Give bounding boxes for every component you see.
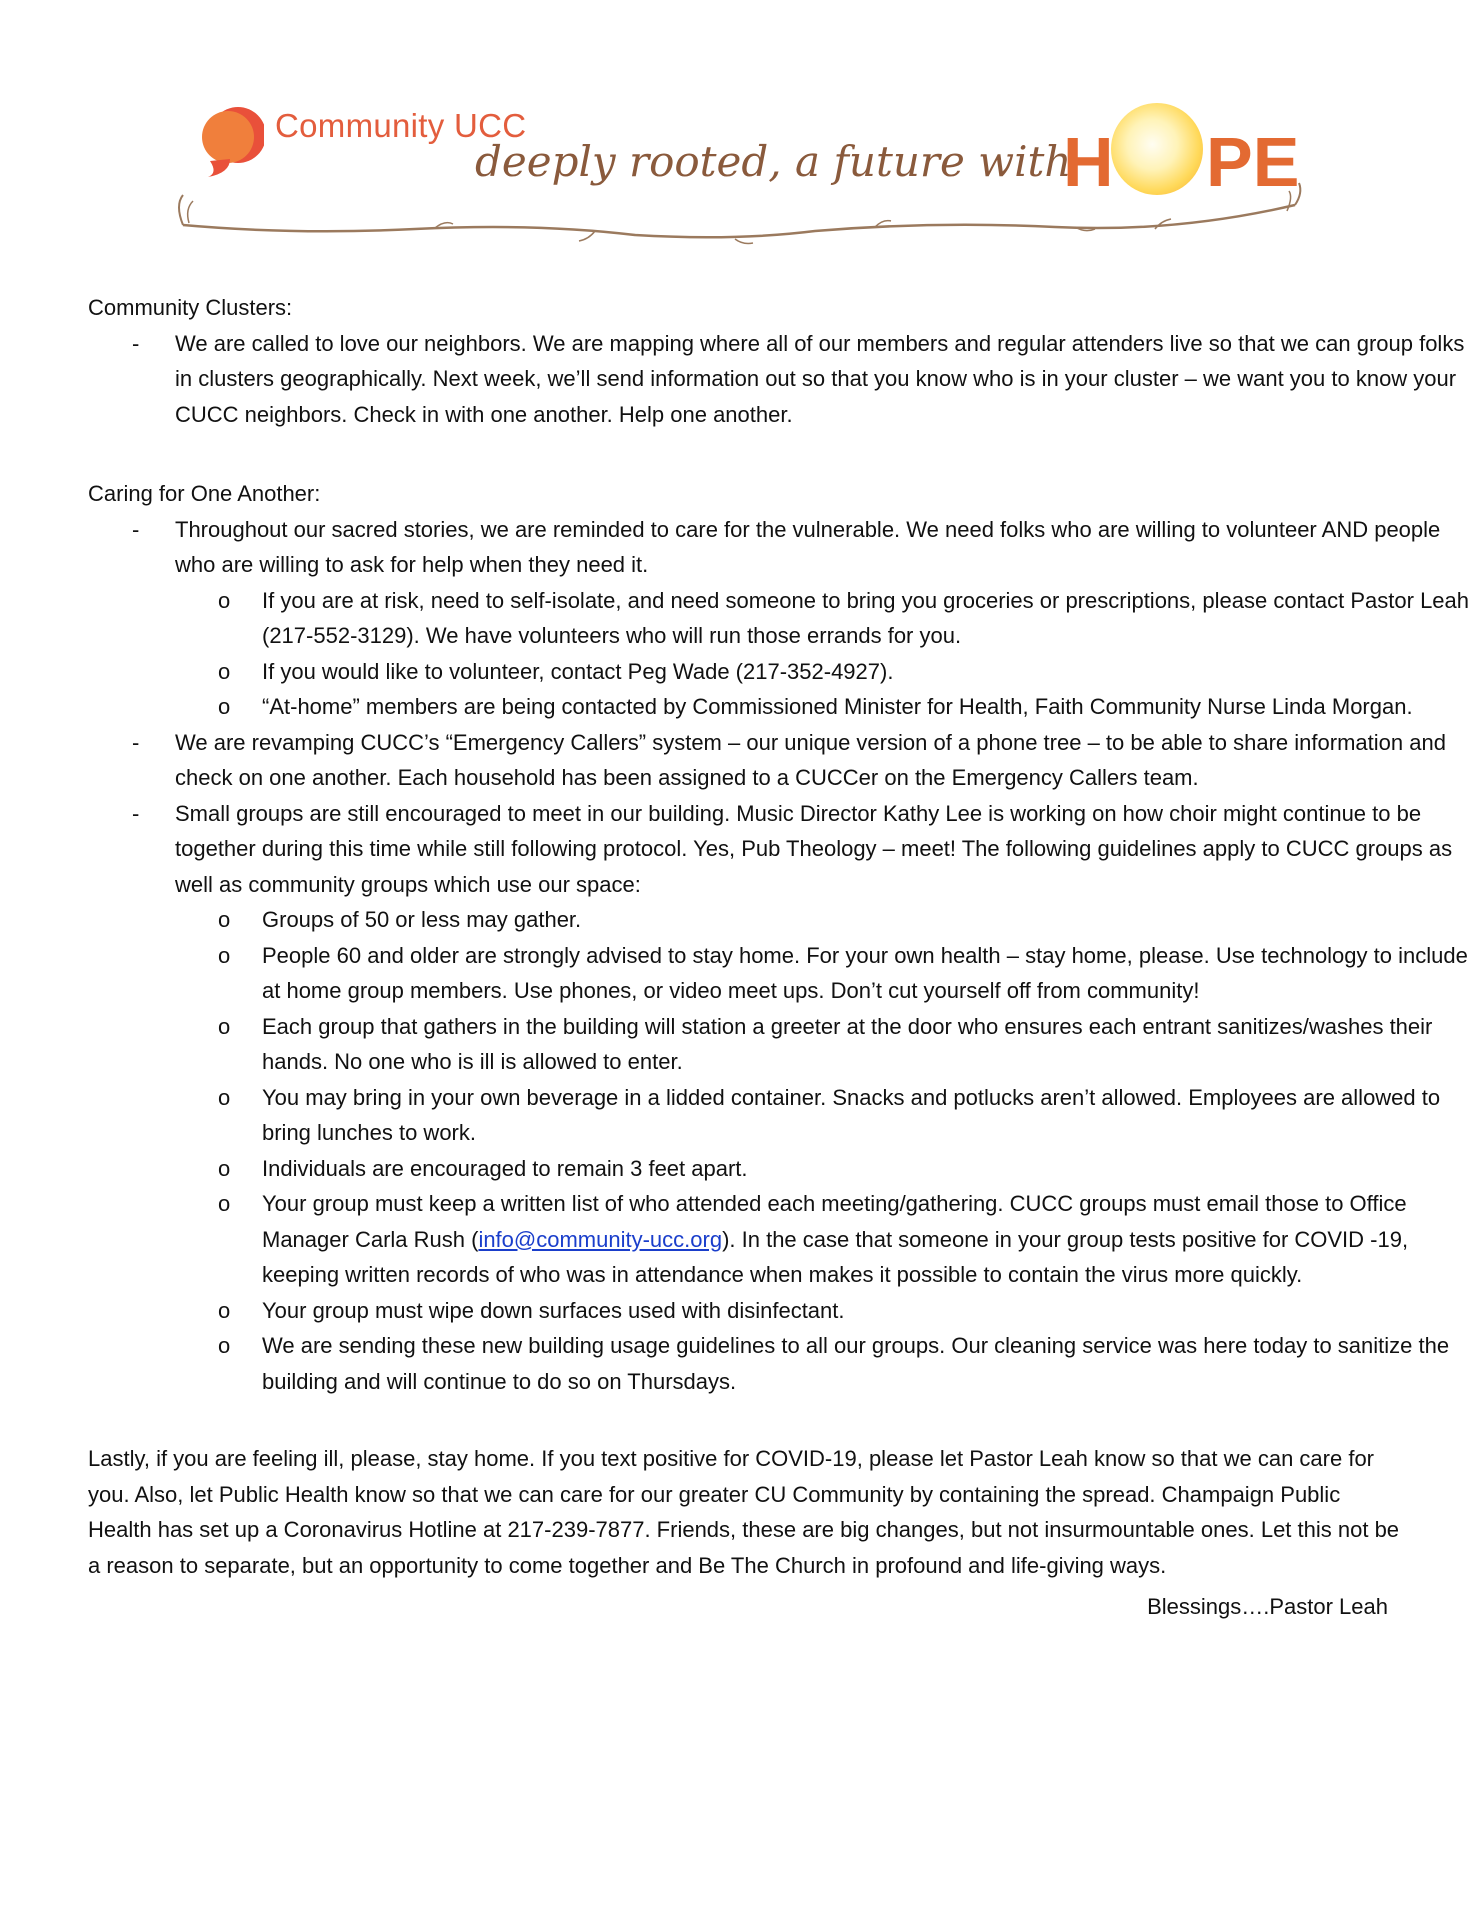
sub-list-item [174, 902, 1484, 938]
circle-bullet-icon: o [218, 1297, 231, 1323]
item-text: We are called to love our neighbors. We are mapping where all of our members and regular attenders live so that we can group folks in clusters geographically. Next week, we’ll send information out so that you know who is in your cluster – we want you to know your CUCC neighbors. Check in with one another. Help one another. [175, 330, 1465, 427]
sub-list-item [174, 689, 1484, 725]
item-text-after: ). In the case that someone in your group tests positive for COVID -19, keeping written records of who was in attendance when makes it possible to contain the virus more quickly. [262, 1226, 1409, 1287]
section-caring [88, 476, 1470, 1399]
email-link[interactable]: info@community-ucc.org [478, 1226, 723, 1252]
circle-bullet-icon: o [218, 1155, 231, 1181]
sub-list-item [174, 1328, 1484, 1399]
section-title: Community Clusters: [88, 295, 293, 320]
sub-list-item [174, 1293, 1484, 1329]
signature: Blessings….Pastor Leah [1147, 1594, 1388, 1619]
item-text: We are revamping CUCC’s “Emergency Callers” system – our unique version of a phone tree – to be able to share information and check on one another. Each household has been assigned to a CUCCer on the Emergency Callers team. [175, 729, 1446, 790]
section-title: Caring for One Another: [88, 481, 321, 506]
item-text: If you are at risk, need to self-isolate, and need someone to bring you groceries or prescriptions, please contact Pastor Leah (217-552-3129). We have volunteers who will run those errands for you. [262, 587, 1470, 648]
item-text: Individuals are encouraged to remain 3 feet apart. [262, 1155, 748, 1181]
sub-list [175, 902, 1483, 1399]
sub-list-item [174, 583, 1484, 654]
circle-bullet-icon: o [218, 1333, 231, 1358]
item-text: We are sending these new building usage guidelines to all our groups. Our cleaning service was here today to sanitize the building and will continue to do so on Thursdays. [262, 1333, 1450, 1394]
circle-bullet-icon: o [218, 907, 231, 932]
sub-list-item [174, 938, 1484, 1009]
list-item [88, 512, 1483, 725]
circle-bullet-icon: o [218, 1191, 231, 1216]
section-community-clusters [88, 290, 1465, 432]
item-text: Small groups are still encouraged to meet in our building. Music Director Kathy Lee is working on how choir might continue to be together during this time while still following protocol. Yes, Pub Theology – meet! The following guidelines apply to CUCC groups as well as community groups which use our space: [175, 800, 1453, 897]
circle-bullet-icon: o [218, 1084, 231, 1110]
item-text: Throughout our sacred stories, we are reminded to care for the vulnerable. We need folks who are willing to volunteer AND people who are willing to ask for help when they need it. [175, 516, 1441, 577]
item-text: “At-home” members are being contacted by Commissioned Minister for Health, Faith Community Nurse Linda Morgan. [262, 694, 1413, 719]
dash-bullet-icon: - [132, 729, 140, 755]
sub-list-item [174, 1009, 1484, 1080]
item-text: People 60 and older are strongly advised to stay home. For your own health – stay home, please. Use technology to include at home group members. Use phones, or video meet ups. Don’t cut yourself off from community! [262, 942, 1468, 1003]
dash-bullet-icon: - [132, 800, 140, 826]
tagline: deeply rooted, a future with [475, 137, 1072, 186]
circle-bullet-icon: o [218, 942, 231, 968]
circle-bullet-icon: o [218, 658, 231, 684]
dash-bullet-icon: - [132, 330, 140, 356]
item-text: Your group must wipe down surfaces used with disinfectant. [262, 1297, 845, 1323]
list-item [88, 725, 1483, 796]
list-item [88, 796, 1483, 1400]
item-text: If you would like to volunteer, contact Peg Wade (217-352-4927). [262, 658, 894, 684]
sub-list-item [174, 1186, 1484, 1293]
item-text: You may bring in your own beverage in a lidded container. Snacks and potlucks aren’t allowed. Employees are allowed to bring lunches to work. [262, 1084, 1441, 1145]
brand-name: Community UCC [275, 107, 527, 144]
sub-list-item [174, 1080, 1484, 1151]
dash-bullet-icon: - [132, 516, 140, 542]
item-text: Each group that gathers in the building will station a greeter at the door who ensures each entrant sanitizes/washes their hands. No one who is ill is allowed to enter. [262, 1013, 1433, 1074]
sub-list-item [174, 654, 1484, 690]
dash-list [88, 512, 1470, 1400]
sub-list [175, 583, 1483, 725]
item-text: Groups of 50 or less may gather. [262, 907, 582, 932]
item-text-before: Your group must keep a written list of who attended each meeting/gathering. CUCC groups must email those to Office Manager Carla Rush ( [262, 1191, 1407, 1252]
circle-bullet-icon: o [218, 694, 231, 719]
closing-paragraph: Lastly, if you are feeling ill, please, stay home. If you text positive for COVID-19, please let Pastor Leah know so that we can care for you. Also, let Public Health know so that we can care for our greater CU Community by containing the spread. Champaign Public Health has set up a Coronavirus Hotline at 217-239-7877. Friends, these are big changes, but not insurmountable ones. Let this not be a reason to separate, but an opportunity to come together and Be The Church in profound and life-giving ways. [88, 1446, 1400, 1578]
sub-list-item [174, 1151, 1484, 1187]
circle-bullet-icon: o [218, 1013, 231, 1039]
vine-divider-icon [175, 165, 1320, 245]
dash-list [88, 326, 1465, 433]
list-item [88, 326, 1483, 433]
header-banner [175, 85, 1320, 245]
hope-letter-h: H [1063, 123, 1114, 201]
circle-bullet-icon: o [218, 587, 231, 613]
letter-body [88, 290, 1470, 1625]
hope-letters-pe: PE [1206, 123, 1300, 201]
